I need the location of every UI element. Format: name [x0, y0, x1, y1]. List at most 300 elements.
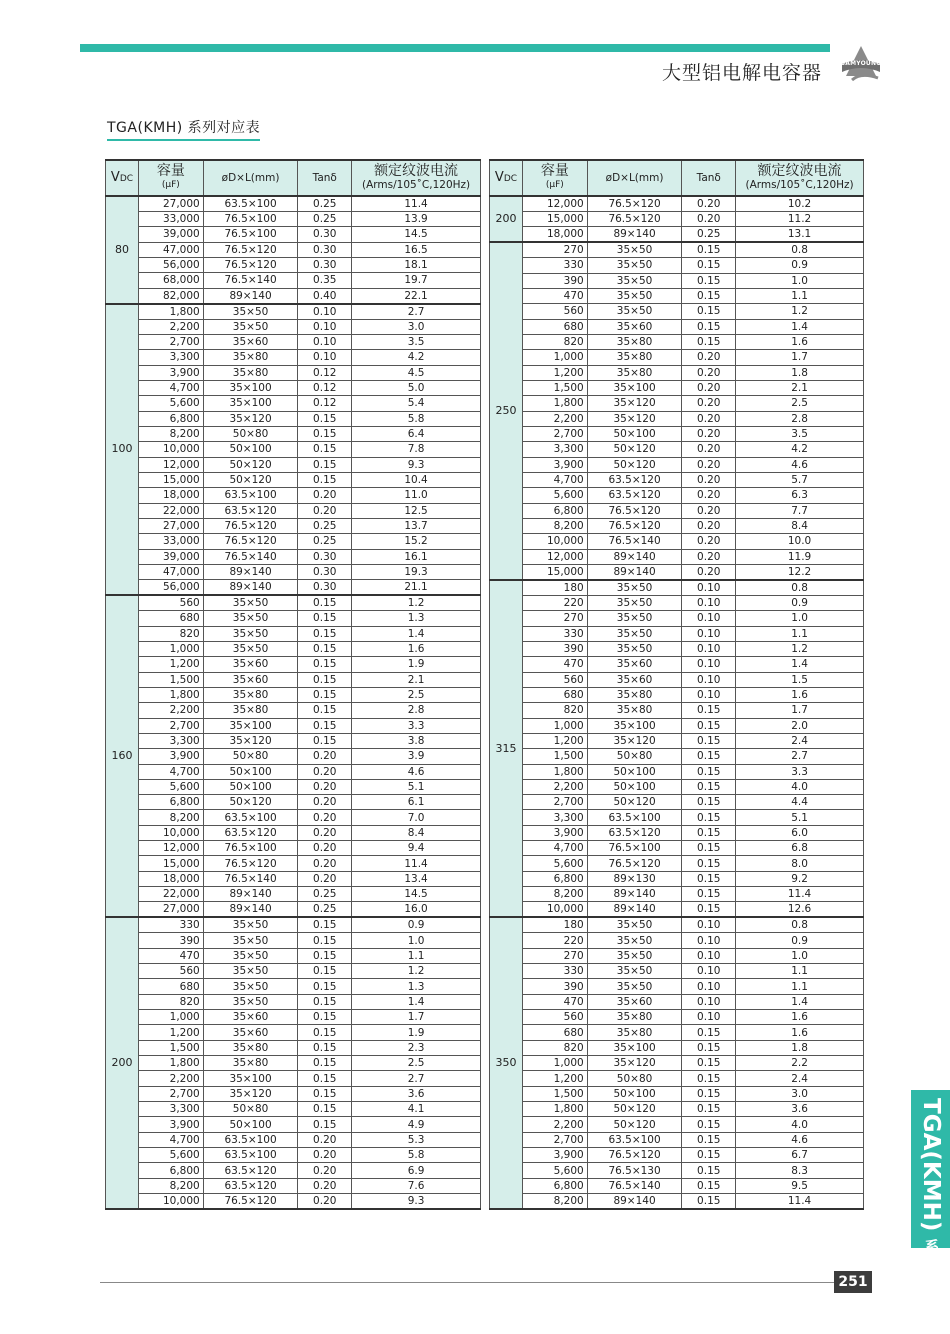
ripple-cell: 0.9: [736, 595, 864, 610]
size-cell: 35×50: [587, 580, 682, 596]
voltage-cell: 250: [490, 242, 523, 580]
ripple-cell: 14.5: [352, 887, 481, 902]
tan-cell: 0.20: [298, 1132, 352, 1147]
ripple-cell: 13.4: [352, 871, 481, 886]
ripple-cell: 1.9: [352, 1025, 481, 1040]
ripple-cell: 3.0: [352, 319, 481, 334]
table-row: [106, 488, 481, 503]
capacitance-cell: 390: [522, 273, 587, 288]
table-row: [490, 902, 864, 918]
ripple-cell: 2.1: [352, 672, 481, 687]
table-row: [490, 871, 864, 886]
table-row: [490, 810, 864, 825]
ripple-cell: 2.8: [352, 703, 481, 718]
size-cell: 35×60: [203, 334, 298, 349]
capacitance-cell: 10,000: [138, 1194, 203, 1210]
capacitance-cell: 820: [138, 994, 203, 1009]
table-row: [490, 288, 864, 303]
capacitance-cell: 6,800: [138, 411, 203, 426]
tan-cell: 0.15: [682, 764, 736, 779]
ripple-cell: 6.8: [736, 841, 864, 856]
capacitance-cell: 68,000: [138, 273, 203, 288]
spec-table-right: [489, 159, 864, 1210]
spec-table-left: [105, 159, 481, 1210]
ripple-cell: 21.1: [352, 580, 481, 596]
size-cell: 35×50: [203, 304, 298, 320]
capacitance-cell: 33,000: [138, 212, 203, 227]
tan-cell: 0.20: [682, 472, 736, 487]
table-row: [106, 396, 481, 411]
capacitance-cell: 8,200: [522, 1194, 587, 1210]
size-cell: 35×120: [587, 1056, 682, 1071]
tan-cell: 0.10: [298, 334, 352, 349]
size-cell: 35×50: [203, 611, 298, 626]
ripple-cell: 19.7: [352, 273, 481, 288]
table-row: [490, 1178, 864, 1193]
capacitance-cell: 680: [138, 979, 203, 994]
tan-cell: 0.15: [298, 964, 352, 979]
tan-cell: 0.15: [298, 626, 352, 641]
table-row: [106, 1117, 481, 1132]
size-cell: 35×50: [587, 611, 682, 626]
size-cell: 35×50: [203, 917, 298, 933]
table-row: [490, 733, 864, 748]
ripple-cell: 15.2: [352, 534, 481, 549]
size-cell: 35×120: [203, 733, 298, 748]
table-row: [106, 994, 481, 1009]
size-cell: 35×80: [587, 350, 682, 365]
capacitance-cell: 8,200: [138, 1178, 203, 1193]
tan-cell: 0.15: [298, 703, 352, 718]
ripple-cell: 4.2: [352, 350, 481, 365]
table-row: [106, 1102, 481, 1117]
capacitance-cell: 470: [522, 288, 587, 303]
tan-cell: 0.20: [298, 856, 352, 871]
ripple-cell: 3.3: [352, 718, 481, 733]
table-row: [106, 1071, 481, 1086]
size-cell: 35×120: [203, 1086, 298, 1101]
table-row: [490, 979, 864, 994]
size-cell: 76.5×120: [203, 242, 298, 257]
table-row: [106, 564, 481, 579]
capacitance-cell: 560: [138, 964, 203, 979]
ripple-cell: 7.8: [352, 442, 481, 457]
tan-cell: 0.15: [298, 1086, 352, 1101]
table-row: [490, 518, 864, 533]
tan-cell: 0.20: [298, 488, 352, 503]
ripple-cell: 18.1: [352, 257, 481, 272]
size-cell: 63.5×100: [203, 488, 298, 503]
capacitance-cell: 1,800: [138, 1056, 203, 1071]
table-row: [490, 380, 864, 395]
ripple-cell: 9.2: [736, 871, 864, 886]
table-row: [490, 1132, 864, 1147]
size-cell: 76.5×120: [587, 196, 682, 212]
tan-cell: 0.15: [298, 948, 352, 963]
ripple-cell: 13.1: [736, 227, 864, 243]
capacitance-cell: 6,800: [138, 795, 203, 810]
tan-cell: 0.30: [298, 564, 352, 579]
table-row: [106, 795, 481, 810]
size-cell: 76.5×140: [203, 273, 298, 288]
table-row: [490, 657, 864, 672]
ripple-cell: 22.1: [352, 288, 481, 304]
header-capacitance: 容量 (μF): [138, 160, 203, 196]
ripple-cell: 2.0: [736, 718, 864, 733]
ripple-cell: 1.4: [352, 626, 481, 641]
ripple-cell: 1.1: [736, 979, 864, 994]
tan-cell: 0.15: [682, 273, 736, 288]
ripple-cell: 11.4: [736, 887, 864, 902]
table-row: [106, 641, 481, 656]
table-row: [106, 242, 481, 257]
size-cell: 89×140: [587, 902, 682, 918]
ripple-cell: 9.3: [352, 1194, 481, 1210]
table-row: [106, 1132, 481, 1147]
size-cell: 89×140: [587, 564, 682, 580]
capacitance-cell: 8,200: [522, 887, 587, 902]
ripple-cell: 16.1: [352, 549, 481, 564]
ripple-cell: 2.3: [352, 1040, 481, 1055]
capacitance-cell: 3,900: [138, 1117, 203, 1132]
tan-cell: 0.15: [298, 1010, 352, 1025]
capacitance-cell: 2,200: [138, 319, 203, 334]
capacitance-cell: 15,000: [138, 472, 203, 487]
size-cell: 35×60: [587, 657, 682, 672]
capacitance-cell: 2,700: [522, 426, 587, 441]
ripple-cell: 7.7: [736, 503, 864, 518]
tan-cell: 0.25: [298, 902, 352, 918]
table-row: [106, 273, 481, 288]
tan-cell: 0.20: [682, 457, 736, 472]
tan-cell: 0.15: [298, 733, 352, 748]
table-row: [490, 242, 864, 258]
table-row: [106, 749, 481, 764]
size-cell: 35×50: [587, 258, 682, 273]
side-tab-subtitle: 系列: [923, 1239, 939, 1268]
table-row: [490, 426, 864, 441]
capacitance-cell: 10,000: [522, 902, 587, 918]
size-cell: 35×50: [587, 641, 682, 656]
tan-cell: 0.20: [682, 411, 736, 426]
size-cell: 35×100: [203, 1071, 298, 1086]
ripple-cell: 1.2: [352, 595, 481, 611]
size-cell: 89×140: [587, 227, 682, 243]
table-row: [490, 580, 864, 596]
ripple-cell: 1.3: [352, 979, 481, 994]
table-row: [106, 426, 481, 441]
tan-cell: 0.10: [298, 350, 352, 365]
table-row: [106, 1148, 481, 1163]
ripple-cell: 11.2: [736, 212, 864, 227]
size-cell: 35×50: [203, 979, 298, 994]
tan-cell: 0.12: [298, 396, 352, 411]
capacitance-cell: 8,200: [138, 426, 203, 441]
capacitance-cell: 15,000: [522, 564, 587, 580]
table-row: [490, 626, 864, 641]
size-cell: 35×120: [203, 411, 298, 426]
capacitance-cell: 2,200: [138, 1071, 203, 1086]
capacitance-cell: 2,700: [522, 795, 587, 810]
size-cell: 35×50: [587, 948, 682, 963]
ripple-cell: 0.8: [736, 580, 864, 596]
capacitance-cell: 2,700: [138, 718, 203, 733]
table-row: [490, 258, 864, 273]
capacitance-cell: 220: [522, 933, 587, 948]
tan-cell: 0.20: [682, 518, 736, 533]
ripple-cell: 9.5: [736, 1178, 864, 1193]
tan-cell: 0.10: [298, 304, 352, 320]
capacitance-cell: 4,700: [138, 764, 203, 779]
ripple-cell: 4.5: [352, 365, 481, 380]
table-row: [490, 994, 864, 1009]
ripple-cell: 3.0: [736, 1086, 864, 1101]
tan-cell: 0.15: [682, 718, 736, 733]
table-row: [490, 687, 864, 702]
capacitance-cell: 10,000: [138, 825, 203, 840]
size-cell: 35×50: [587, 273, 682, 288]
tan-cell: 0.15: [682, 749, 736, 764]
table-row: [490, 472, 864, 487]
ripple-cell: 2.4: [736, 1071, 864, 1086]
capacitance-cell: 47,000: [138, 564, 203, 579]
header-ripple: 额定纹波电流 (Arms/105˚C,120Hz): [352, 160, 481, 196]
size-cell: 76.5×100: [203, 212, 298, 227]
logo-text: SAMYOUNG: [840, 60, 882, 67]
size-cell: 63.5×100: [203, 1148, 298, 1163]
ripple-cell: 2.5: [352, 1056, 481, 1071]
header-vdc: VDC: [490, 160, 523, 196]
capacitance-cell: 270: [522, 948, 587, 963]
tan-cell: 0.15: [682, 887, 736, 902]
capacitance-cell: 1,000: [138, 1010, 203, 1025]
ripple-cell: 6.0: [736, 825, 864, 840]
table-row: [106, 1010, 481, 1025]
header-tan: Tanδ: [298, 160, 352, 196]
size-cell: 50×80: [203, 426, 298, 441]
capacitance-cell: 1,200: [138, 1025, 203, 1040]
capacitance-cell: 3,300: [138, 733, 203, 748]
tan-cell: 0.25: [298, 534, 352, 549]
table-row: [490, 212, 864, 227]
size-cell: 89×140: [587, 549, 682, 564]
voltage-cell: 315: [490, 580, 523, 918]
size-cell: 35×80: [203, 1056, 298, 1071]
table-row: [106, 887, 481, 902]
table-row: [490, 1010, 864, 1025]
tan-cell: 0.10: [682, 979, 736, 994]
table-row: [490, 1040, 864, 1055]
table-row: [106, 1086, 481, 1101]
capacitance-cell: 12,000: [522, 196, 587, 212]
capacitance-cell: 39,000: [138, 549, 203, 564]
ripple-cell: 0.9: [736, 258, 864, 273]
ripple-cell: 4.4: [736, 795, 864, 810]
tan-cell: 0.15: [682, 810, 736, 825]
tan-cell: 0.20: [682, 380, 736, 395]
ripple-cell: 5.8: [352, 1148, 481, 1163]
capacitance-cell: 5,600: [138, 779, 203, 794]
table-row: [106, 549, 481, 564]
table-row: [106, 365, 481, 380]
ripple-cell: 8.4: [352, 825, 481, 840]
ripple-cell: 4.9: [352, 1117, 481, 1132]
tan-cell: 0.15: [298, 426, 352, 441]
tan-cell: 0.25: [298, 887, 352, 902]
size-cell: 35×50: [587, 595, 682, 610]
table-row: [106, 733, 481, 748]
size-cell: 35×50: [587, 979, 682, 994]
size-cell: 63.5×120: [587, 472, 682, 487]
ripple-cell: 1.0: [736, 611, 864, 626]
capacitance-cell: 330: [522, 964, 587, 979]
size-cell: 76.5×140: [587, 534, 682, 549]
table-row: [490, 749, 864, 764]
table-row: [106, 1194, 481, 1210]
table-row: [106, 856, 481, 871]
voltage-cell: 100: [106, 304, 139, 596]
capacitance-cell: 1,200: [138, 657, 203, 672]
table-row: [490, 1086, 864, 1101]
size-cell: 76.5×130: [587, 1163, 682, 1178]
side-tab-title: TGA(KMH): [918, 1098, 944, 1232]
ripple-cell: 11.4: [352, 856, 481, 871]
tan-cell: 0.20: [682, 534, 736, 549]
tan-cell: 0.15: [298, 1071, 352, 1086]
size-cell: 35×100: [203, 396, 298, 411]
table-row: [106, 1178, 481, 1193]
capacitance-cell: 56,000: [138, 257, 203, 272]
ripple-cell: 2.2: [736, 1056, 864, 1071]
size-cell: 50×80: [203, 1102, 298, 1117]
capacitance-cell: 1,200: [522, 733, 587, 748]
capacitance-cell: 6,800: [138, 1163, 203, 1178]
size-cell: 63.5×120: [587, 825, 682, 840]
ripple-cell: 11.9: [736, 549, 864, 564]
table-row: [490, 1056, 864, 1071]
table-row: [106, 1040, 481, 1055]
capacitance-cell: 560: [522, 672, 587, 687]
ripple-cell: 1.0: [352, 933, 481, 948]
ripple-cell: 5.3: [352, 1132, 481, 1147]
tan-cell: 0.20: [682, 396, 736, 411]
capacitance-cell: 1,000: [522, 1056, 587, 1071]
ripple-cell: 14.5: [352, 227, 481, 242]
capacitance-cell: 5,600: [522, 1163, 587, 1178]
tan-cell: 0.20: [682, 196, 736, 212]
tan-cell: 0.15: [298, 442, 352, 457]
ripple-cell: 1.9: [352, 657, 481, 672]
voltage-cell: 200: [490, 196, 523, 242]
ripple-cell: 12.6: [736, 902, 864, 918]
ripple-cell: 1.5: [736, 672, 864, 687]
table-row: [490, 1117, 864, 1132]
size-cell: 63.5×100: [587, 810, 682, 825]
size-cell: 35×60: [203, 1025, 298, 1040]
header-size: øD×L(mm): [203, 160, 298, 196]
table-row: [106, 304, 481, 320]
table-body-right: [490, 196, 864, 1209]
table-row: [106, 902, 481, 918]
capacitance-cell: 3,900: [138, 365, 203, 380]
table-row: [106, 380, 481, 395]
capacitance-cell: 12,000: [138, 457, 203, 472]
tan-cell: 0.15: [682, 871, 736, 886]
size-cell: 35×50: [587, 626, 682, 641]
capacitance-cell: 390: [138, 933, 203, 948]
ripple-cell: 13.9: [352, 212, 481, 227]
tan-cell: 0.20: [298, 871, 352, 886]
section-title: TGA(KMH) 系列对应表: [107, 117, 260, 141]
capacitance-cell: 2,200: [522, 779, 587, 794]
size-cell: 63.5×120: [203, 503, 298, 518]
size-cell: 35×50: [203, 964, 298, 979]
table-row: [106, 288, 481, 304]
table-row: [106, 457, 481, 472]
size-cell: 63.5×100: [203, 1132, 298, 1147]
capacitance-cell: 330: [138, 917, 203, 933]
table-row: [106, 580, 481, 596]
size-cell: 35×100: [203, 718, 298, 733]
table-row: [490, 196, 864, 212]
tan-cell: 0.20: [298, 1148, 352, 1163]
ripple-cell: 1.7: [736, 350, 864, 365]
tan-cell: 0.10: [682, 641, 736, 656]
ripple-cell: 5.4: [352, 396, 481, 411]
ripple-cell: 0.8: [736, 242, 864, 258]
capacitance-cell: 560: [522, 304, 587, 319]
size-cell: 35×50: [587, 304, 682, 319]
tan-cell: 0.15: [682, 1117, 736, 1132]
table-row: [106, 212, 481, 227]
size-cell: 35×80: [587, 703, 682, 718]
table-row: [106, 779, 481, 794]
capacitance-cell: 1,800: [522, 1102, 587, 1117]
tan-cell: 0.15: [682, 1178, 736, 1193]
capacitance-cell: 18,000: [138, 871, 203, 886]
size-cell: 35×50: [587, 288, 682, 303]
table-row: [490, 549, 864, 564]
size-cell: 89×140: [203, 887, 298, 902]
size-cell: 76.5×120: [587, 212, 682, 227]
table-row: [490, 334, 864, 349]
table-row: [106, 964, 481, 979]
tan-cell: 0.30: [298, 257, 352, 272]
header-capacitance: 容量 (μF): [522, 160, 587, 196]
size-cell: 63.5×100: [203, 196, 298, 212]
ripple-cell: 1.0: [736, 273, 864, 288]
size-cell: 35×120: [587, 396, 682, 411]
capacitance-cell: 1,800: [138, 687, 203, 702]
ripple-cell: 1.6: [736, 334, 864, 349]
tan-cell: 0.20: [682, 212, 736, 227]
capacitance-cell: 270: [522, 611, 587, 626]
capacitance-cell: 2,700: [138, 1086, 203, 1101]
ripple-cell: 1.2: [736, 304, 864, 319]
ripple-cell: 6.1: [352, 795, 481, 810]
capacitance-cell: 2,200: [138, 703, 203, 718]
tan-cell: 0.30: [298, 580, 352, 596]
capacitance-cell: 1,500: [138, 1040, 203, 1055]
size-cell: 50×120: [587, 795, 682, 810]
size-cell: 89×140: [587, 1194, 682, 1210]
ripple-cell: 4.0: [736, 1117, 864, 1132]
tan-cell: 0.25: [298, 518, 352, 533]
size-cell: 35×60: [587, 994, 682, 1009]
ripple-cell: 0.9: [352, 917, 481, 933]
capacitance-cell: 3,300: [138, 350, 203, 365]
capacitance-cell: 470: [522, 657, 587, 672]
